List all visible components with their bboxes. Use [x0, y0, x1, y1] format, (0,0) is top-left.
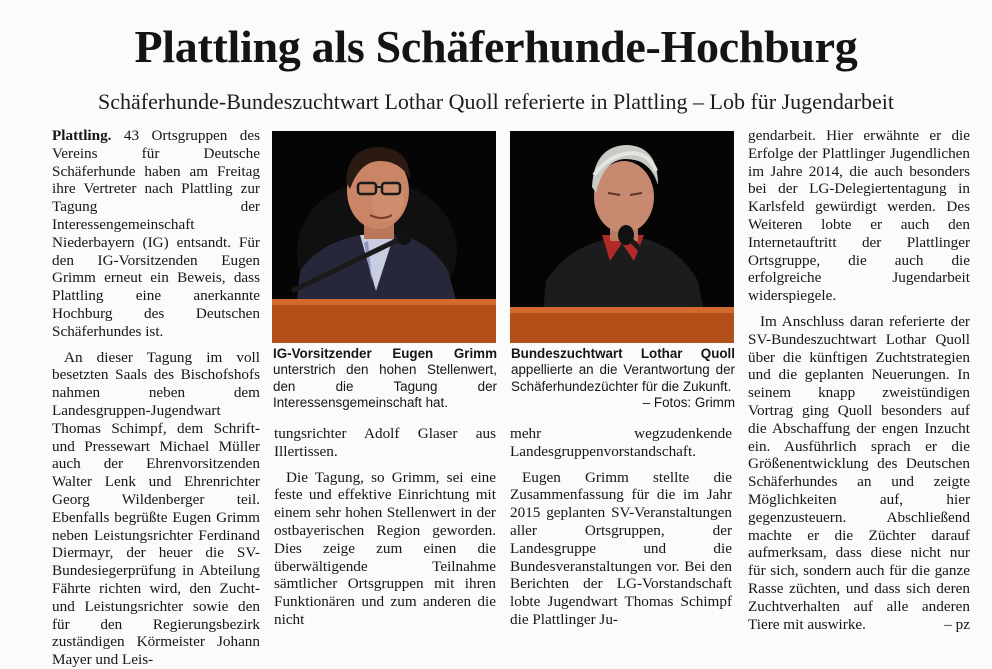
article-column-2	[274, 425, 496, 629]
article-paragraph: tungsrichter Adolf Glaser aus Illertissen.	[274, 425, 496, 460]
article-paragraph	[52, 127, 260, 341]
article-paragraph: gendarbeit. Hier erwähnte er die Erfolge der Plattlinger Jugendlichen im Jahre 2014, die auch besonders bei der LG-Delegiertentagung in Karlsfeld gewürdigt werden. Des Weiteren lobte er auch den Internetauftritt der Plattlinger Ortsgruppe, die auch die erfolgreiche Jugendarbeit widerspiegele.	[748, 127, 970, 305]
article-column-1	[52, 127, 260, 669]
paragraph-text: Im Anschluss daran referierte der SV-Bundeszuchtwart Lothar Quoll über die künftigen Zuchtstrategien und die geplanten Neuerungen. In seinem knapp zweistündigen Vortrag ging Quoll besonders auf die Abschaffung der engen Inzucht ein. Ausführlich sprach er die Größenentwicklung des Deutschen Schäferhundes an und zeigte Möglichkeiten auf, hier gegenzusteuern. Abschließend machte er die Züchter darauf aufmerksam, dass diese nicht nur für sich, sondern auch für die ganze Rasse züchten, und dass sich deren Zuchtverhalten auf alle anderen Tiere mit auswirke.	[748, 312, 970, 633]
photo-lothar-quoll	[510, 131, 734, 343]
caption-text: appellierte an die Verantwortung der Schäferhundezüchter für die Zukunft.	[511, 362, 735, 394]
article-column-4	[748, 127, 970, 633]
article-column-3	[510, 425, 732, 629]
caption-name: Bundeszuchtwart Lothar Quoll	[511, 346, 735, 361]
dateline: Plattling.	[52, 127, 112, 144]
portrait-illustration	[272, 131, 496, 343]
article-paragraph: An dieser Tagung im voll besetzten Saals des Bischofshofs nahmen neben dem Landesgruppen-Jugendwart Thomas Schimpf, dem Schrift- und Pressewart Michael Müller auch der Ehrenvorsitzenden Walter Lenk und Ehrenrichter Georg Wildenberger teil. Ebenfalls begrüßte Eugen Grimm neben Leistungsrichter Ferdinand Diermayr, der heuer die SV-Bundesiegerprüfung in Abteilung Fährte richten wird, den Zucht- und Leistungsrichter sowie den für den Regierungsbezirk zuständigen Körmeister Johann Mayer und Leis-	[52, 348, 260, 669]
author-initials: – pz	[944, 615, 970, 633]
photo-caption-1	[273, 346, 497, 412]
portrait-illustration	[510, 131, 734, 343]
article-paragraph: Die Tagung, so Grimm, sei eine feste und effektive Einrichtung mit einem sehr hohen Stellenwert in der ostbayerischen Region geworden. Dies zeige zum einen die überwältigende Teilnahme sämtlicher Ortsgruppen mit ihren Funktionären und zum anderen die nicht	[274, 468, 496, 628]
photo-credit: – Fotos: Grimm	[642, 395, 735, 411]
article-paragraph: mehr wegzudenkende Landesgruppenvorstandschaft.	[510, 425, 732, 460]
paragraph-text: 43 Ortsgruppen des Vereins für Deutsche Schäferhunde haben am Freitag ihre Vertreter nach Plattling zur Tagung der Interessengemeinschaft Niederbayern (IG) entsandt. Für den IG-Vorsitzenden Eugen Grimm erneut ein Beweis, dass Plattling eine anerkannte Hochburg des Deutschen Schäferhundes ist.	[52, 127, 261, 340]
caption-name: IG-Vorsitzender Eugen Grimm	[273, 346, 497, 361]
photo-caption-2	[511, 346, 735, 412]
article-paragraph: Eugen Grimm stellte die Zusammenfassung für die im Jahr 2015 geplanten SV-Veranstaltungen aller Ortsgruppen, der Landesgruppe und die Bundesveranstaltungen vor. Bei den Berichten der LG-Vorstandschaft lobte Jugendwart Thomas Schimpf die Plattlinger Ju-	[510, 468, 732, 628]
caption-text: unterstrich den hohen Stellenwert, den die Tagung der Interessensgemeinschaft hat.	[273, 362, 497, 411]
headline: Plattling als Schäferhunde-Hochburg	[134, 21, 858, 72]
subheadline: Schäferhunde-Bundeszuchtwart Lothar Quoll referierte in Plattling – Lob für Jugendarbeit	[97, 89, 895, 114]
article-paragraph	[748, 313, 970, 633]
photo-eugen-grimm	[272, 131, 496, 343]
